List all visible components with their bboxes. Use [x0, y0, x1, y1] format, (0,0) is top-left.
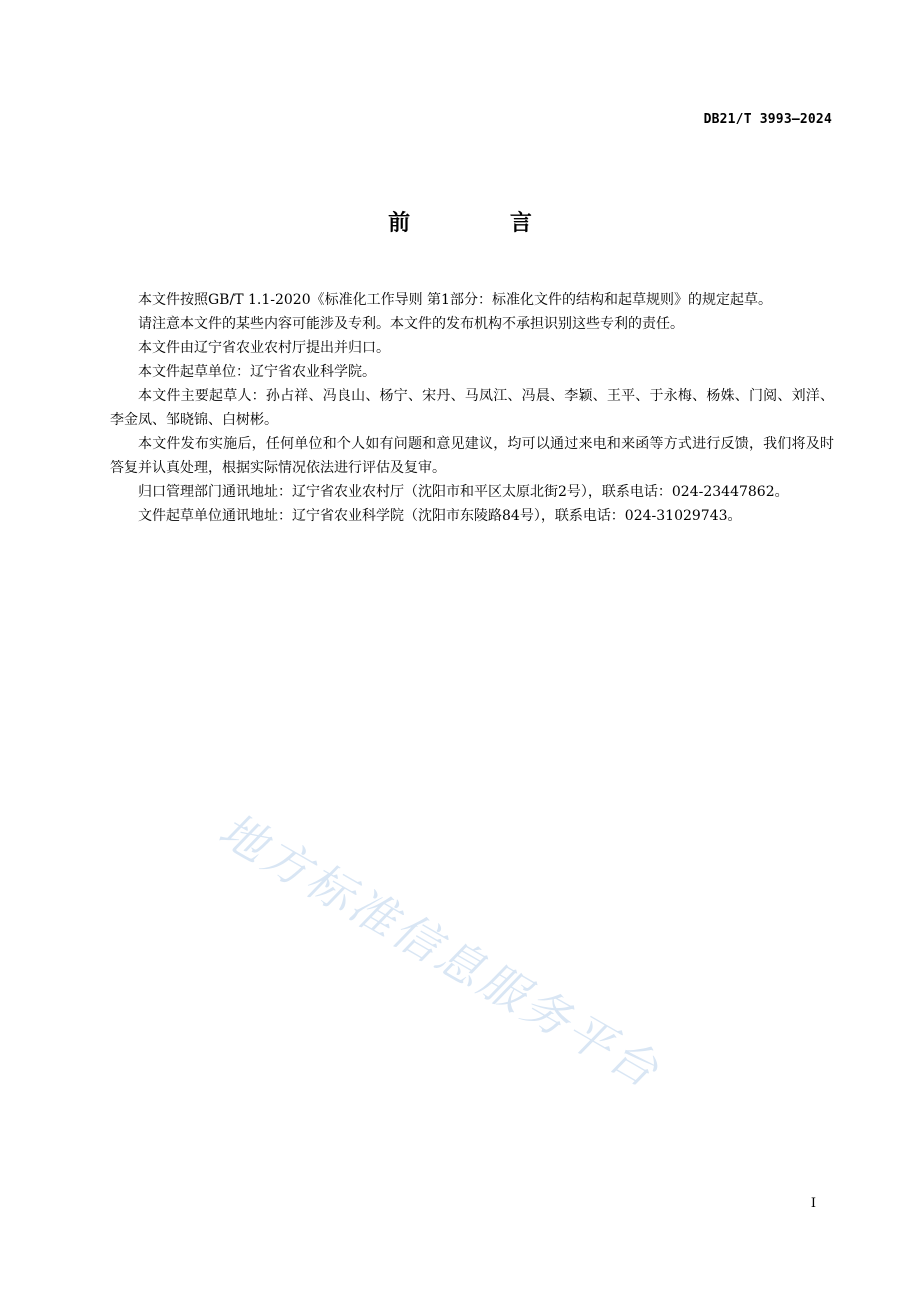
paragraph-authority-address: 归口管理部门通讯地址：辽宁省农业农村厅（沈阳市和平区太原北街2号），联系电话：024-23447862。	[138, 484, 789, 500]
paragraph-proposer: 本文件由辽宁省农业农村厅提出并归口。	[138, 340, 390, 356]
paragraph-drafters: 本文件主要起草人：孙占祥、冯良山、杨宁、宋丹、马凤江、冯晨、李颖、王平、于永梅、杨姝、门阅、刘洋、李金凤、邹晓锦、白树彬。	[110, 388, 834, 428]
page-number: I	[810, 1196, 816, 1211]
paragraph-standard-basis: 本文件按照GB/T 1.1-2020《标准化工作导则 第1部分：标准化文件的结构和起草规则》的规定起草。	[138, 292, 772, 308]
document-code: DB21/T 3993—2024	[703, 112, 832, 127]
preface-body	[110, 288, 834, 528]
paragraph-drafting-unit: 本文件起草单位：辽宁省农业科学院。	[138, 364, 376, 380]
paragraph-drafter-address: 文件起草单位通讯地址：辽宁省农业科学院（沈阳市东陵路84号），联系电话：024-31029743。	[138, 508, 742, 524]
paragraph-patent-notice: 请注意本文件的某些内容可能涉及专利。本文件的发布机构不承担识别这些专利的责任。	[138, 316, 684, 332]
watermark: 地方标准信息服务平台	[210, 802, 671, 1099]
paragraph-feedback: 本文件发布实施后，任何单位和个人如有问题和意见建议，均可以通过来电和来函等方式进行反馈，我们将及时答复并认真处理，根据实际情况依法进行评估及复审。	[110, 436, 834, 476]
page-title: 前 言	[388, 211, 578, 236]
